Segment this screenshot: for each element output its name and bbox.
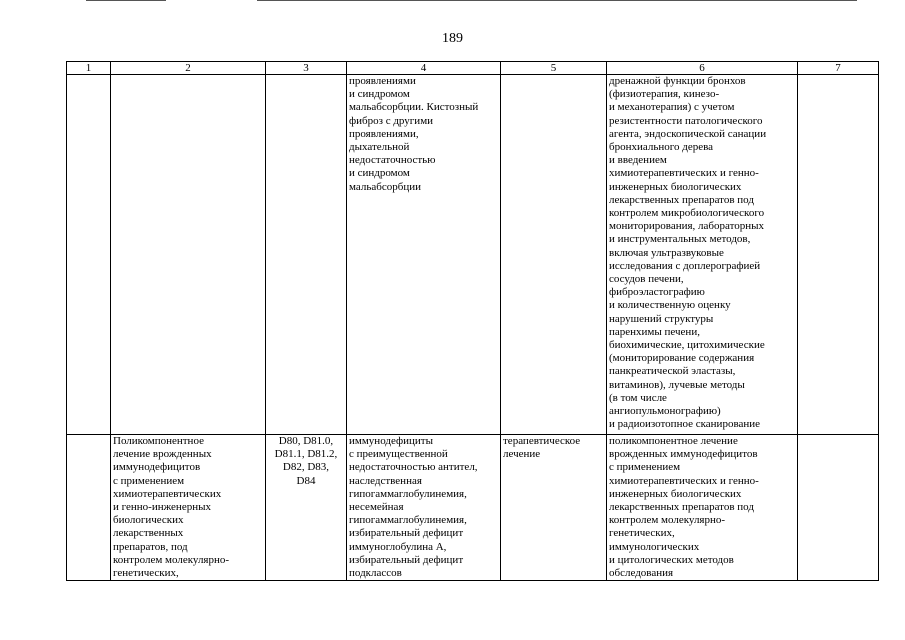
column-header-1: 1 <box>67 62 111 75</box>
table-cell-col3 <box>266 75 347 435</box>
column-header-5: 5 <box>501 62 607 75</box>
table-cell-col5 <box>501 75 607 435</box>
table-cell-col2 <box>111 75 266 435</box>
table-cell-col7 <box>798 75 879 435</box>
table-cell-col4: проявлениями и синдромом мальабсорбции. Кистозный фиброз с другими проявлениями, дыхательной недостаточностью и синдромом мальабсорбции <box>347 75 501 435</box>
table-cell-col5: терапевтическое лечение <box>501 435 607 581</box>
table-cell-col1 <box>67 435 111 581</box>
column-header-7: 7 <box>798 62 879 75</box>
document-table <box>66 61 879 581</box>
table-cell-col2: Поликомпонентное лечение врожденных иммунодефицитов с применением химиотерапевтических и генно-инженерных биологических лекарственных препаратов, под контролем молекулярно- генетических, <box>111 435 266 581</box>
column-header-6: 6 <box>607 62 798 75</box>
column-number-row <box>67 62 879 75</box>
table-cell-col6: дренажной функции бронхов (физиотерапия, кинезо- и механотерапия) с учетом резистентности патологического агента, эндоскопической санации бронхиального дерева и введением химиотерапевтических и генно- инженерных биологических лекарственных препаратов под контролем микробиологического мониторирования, лабораторных и инструментальных методов, включая ультразвуковые исследования с доплерографией сосудов печени, фиброэластографию и количественную оценку нарушений структуры паренхимы печени, биохимические, цитохимические (мониторирование содержания панкреатической эластазы, витаминов), лучевые методы (в том числе ангиопульмонографию) и радиоизотопное сканирование <box>607 75 798 435</box>
table-cell-col3: D80, D81.0, D81.1, D81.2, D82, D83, D84 <box>266 435 347 581</box>
table-cell-col7 <box>798 435 879 581</box>
column-header-3: 3 <box>266 62 347 75</box>
table-cell-col6: поликомпонентное лечение врожденных иммунодефицитов с применением химиотерапевтических и генно- инженерных биологических лекарственных препаратов под контролем молекулярно- генетических, иммунологических и цитологических методов обследования <box>607 435 798 581</box>
top-rule-left <box>86 0 166 1</box>
table-row <box>67 435 879 581</box>
table-cell-col1 <box>67 75 111 435</box>
top-rule-right <box>257 0 857 1</box>
column-header-4: 4 <box>347 62 501 75</box>
table-cell-col4: иммунодефициты с преимущественной недостаточностью антител, наследственная гипогаммаглобулинемия, несемейная гипогаммаглобулинемия, избирательный дефицит иммуноглобулина A, избирательный дефицит подклассов <box>347 435 501 581</box>
page-number: 189 <box>442 31 463 46</box>
table-row <box>67 75 879 435</box>
column-header-2: 2 <box>111 62 266 75</box>
